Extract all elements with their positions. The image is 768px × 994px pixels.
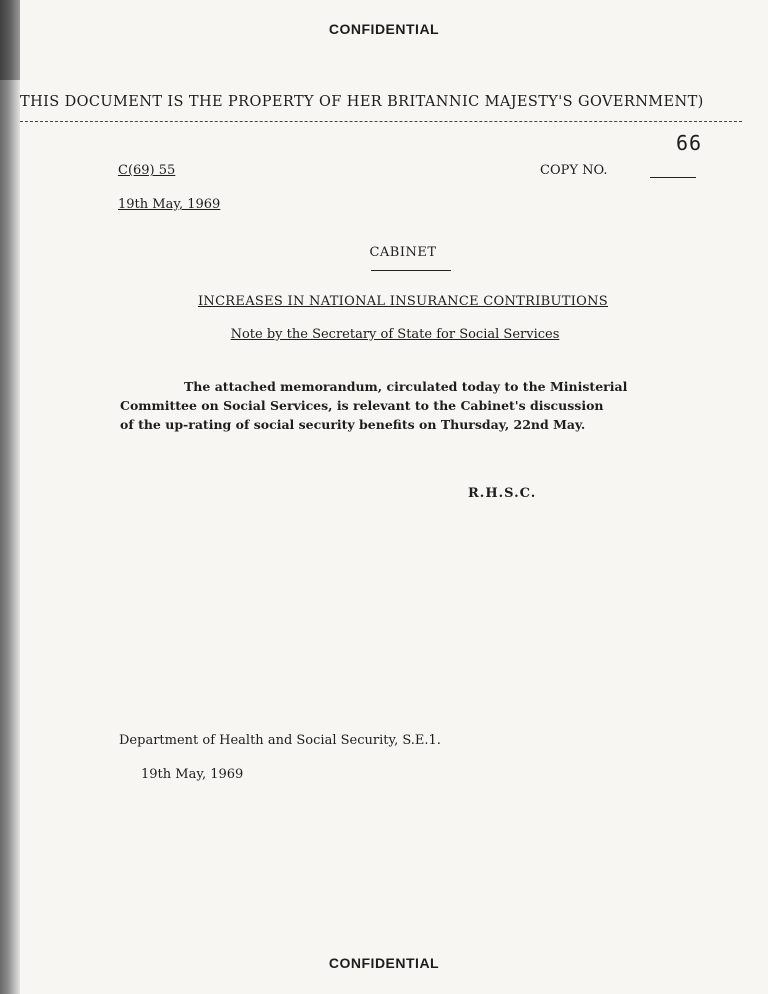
scan-edge-shadow [0, 0, 20, 994]
classification-top: CONFIDENTIAL [328, 21, 440, 37]
department-address: Department of Health and Social Security, S.E.1. [119, 733, 441, 748]
copy-no-blank-line [650, 177, 696, 178]
body-line: Committee on Social Services, is relevant to the Cabinet's discussion [120, 398, 604, 413]
document-title: INCREASES IN NATIONAL INSURANCE CONTRIBUTIONS [197, 294, 609, 309]
document-date: 19th May, 1969 [118, 197, 221, 212]
body-line: of the up-rating of social security benefits on Thursday, 22nd May. [120, 417, 586, 432]
footer-date: 19th May, 1969 [141, 767, 244, 782]
body-line: The attached memorandum, circulated today to the Ministerial [184, 379, 628, 394]
scan-edge-shadow-top [0, 0, 20, 80]
body-paragraph [120, 377, 680, 434]
handwritten-copy-number: 66 [676, 131, 703, 155]
cabinet-underline [371, 270, 451, 271]
copy-no-label: COPY NO. [540, 163, 608, 178]
cabinet-heading: CABINET [369, 245, 437, 260]
document-reference: C(69) 55 [118, 163, 176, 178]
document-subtitle: Note by the Secretary of State for Social Services [230, 327, 560, 342]
dashed-divider [20, 121, 742, 122]
classification-bottom: CONFIDENTIAL [328, 955, 440, 971]
property-notice: THIS DOCUMENT IS THE PROPERTY OF HER BRITANNIC MAJESTY'S GOVERNMENT) [20, 94, 704, 110]
signature-initials: R.H.S.C. [468, 486, 537, 501]
